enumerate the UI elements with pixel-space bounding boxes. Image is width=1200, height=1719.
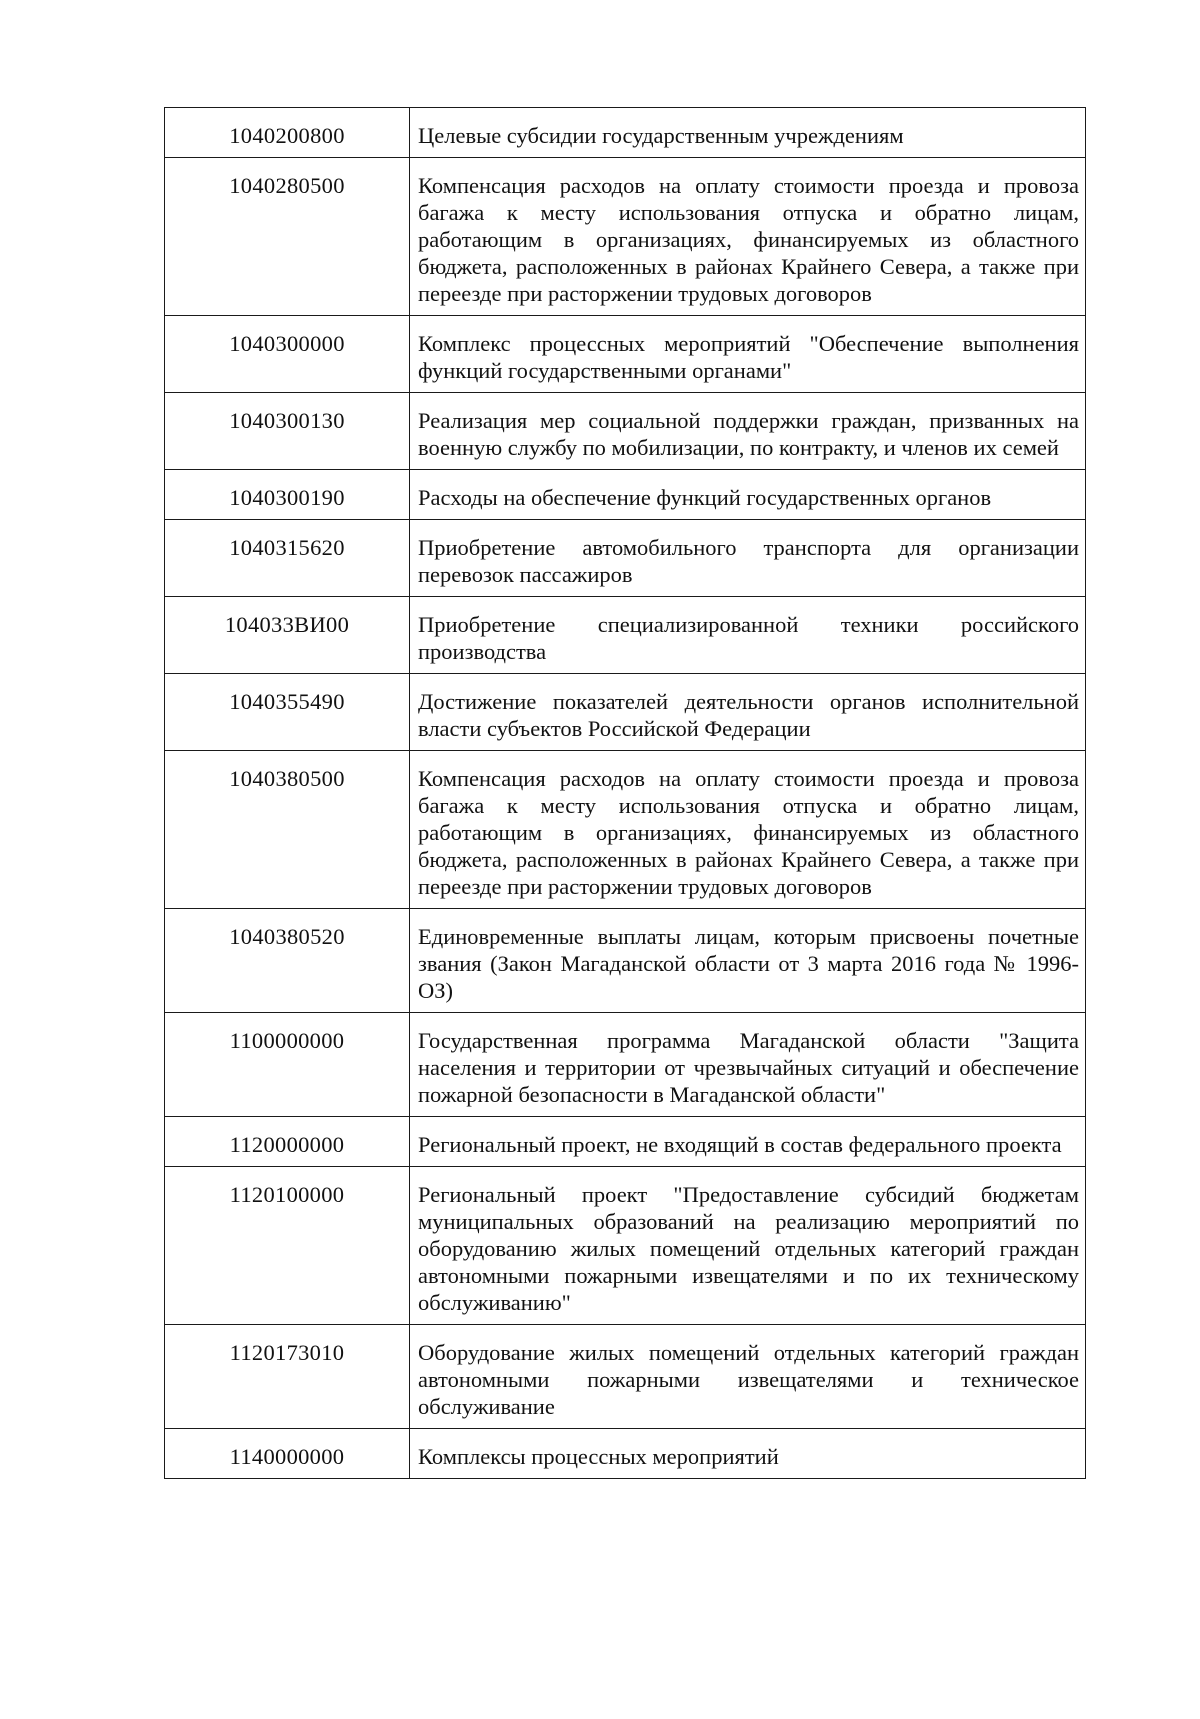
table-row: [165, 393, 1086, 470]
code-cell: 1040380500: [165, 751, 410, 909]
table-row: [165, 520, 1086, 597]
code-cell: 104033ВИ00: [165, 597, 410, 674]
budget-codes-table: [164, 107, 1086, 1479]
code-cell: 1040315620: [165, 520, 410, 597]
code-cell: 1040280500: [165, 158, 410, 316]
description-cell: Оборудование жилых помещений отдельных категорий граждан автономными пожарными извещателями и техническое обслуживание: [410, 1325, 1086, 1429]
code-cell: 1100000000: [165, 1013, 410, 1117]
description-cell: Комплексы процессных мероприятий: [410, 1429, 1086, 1479]
code-cell: 1140000000: [165, 1429, 410, 1479]
table-row: [165, 751, 1086, 909]
description-cell: Единовременные выплаты лицам, которым присвоены почетные звания (Закон Магаданской области от 3 марта 2016 года № 1996-ОЗ): [410, 909, 1086, 1013]
table-row: [165, 1117, 1086, 1167]
code-cell: 1120100000: [165, 1167, 410, 1325]
description-cell: Целевые субсидии государственным учреждениям: [410, 108, 1086, 158]
code-cell: 1040380520: [165, 909, 410, 1013]
description-cell: Расходы на обеспечение функций государственных органов: [410, 470, 1086, 520]
table-row: [165, 108, 1086, 158]
description-cell: Региональный проект, не входящий в состав федерального проекта: [410, 1117, 1086, 1167]
description-cell: Компенсация расходов на оплату стоимости проезда и провоза багажа к месту использования отпуска и обратно лицам, работающим в организациях, финансируемых из областного бюджета, расположенных в районах Крайнего Севера, а также при переезде при расторжении трудовых договоров: [410, 158, 1086, 316]
code-cell: 1040355490: [165, 674, 410, 751]
table-row: [165, 674, 1086, 751]
code-cell: 1120000000: [165, 1117, 410, 1167]
description-cell: Региональный проект "Предоставление субсидий бюджетам муниципальных образований на реализацию мероприятий по оборудованию жилых помещений отдельных категорий граждан автономными пожарными извещателями и по их техническому обслуживанию": [410, 1167, 1086, 1325]
description-cell: Приобретение автомобильного транспорта для организации перевозок пассажиров: [410, 520, 1086, 597]
table-row: [165, 909, 1086, 1013]
table-row: [165, 1013, 1086, 1117]
code-cell: 1040300000: [165, 316, 410, 393]
table-row: [165, 1167, 1086, 1325]
description-cell: Достижение показателей деятельности органов исполнительной власти субъектов Российской Федерации: [410, 674, 1086, 751]
table-row: [165, 1429, 1086, 1479]
table-row: [165, 470, 1086, 520]
description-cell: Компенсация расходов на оплату стоимости проезда и провоза багажа к месту использования отпуска и обратно лицам, работающим в организациях, финансируемых из областного бюджета, расположенных в районах Крайнего Севера, а также при переезде при расторжении трудовых договоров: [410, 751, 1086, 909]
table-row: [165, 1325, 1086, 1429]
description-cell: Государственная программа Магаданской области "Защита населения и территории от чрезвычайных ситуаций и обеспечение пожарной безопасности в Магаданской области": [410, 1013, 1086, 1117]
code-cell: 1120173010: [165, 1325, 410, 1429]
code-cell: 1040300130: [165, 393, 410, 470]
code-cell: 1040200800: [165, 108, 410, 158]
table-row: [165, 597, 1086, 674]
table-row: [165, 316, 1086, 393]
code-cell: 1040300190: [165, 470, 410, 520]
description-cell: Реализация мер социальной поддержки граждан, призванных на военную службу по мобилизации, по контракту, и членов их семей: [410, 393, 1086, 470]
description-cell: Приобретение специализированной техники российского производства: [410, 597, 1086, 674]
table-row: [165, 158, 1086, 316]
description-cell: Комплекс процессных мероприятий "Обеспечение выполнения функций государственными органами": [410, 316, 1086, 393]
